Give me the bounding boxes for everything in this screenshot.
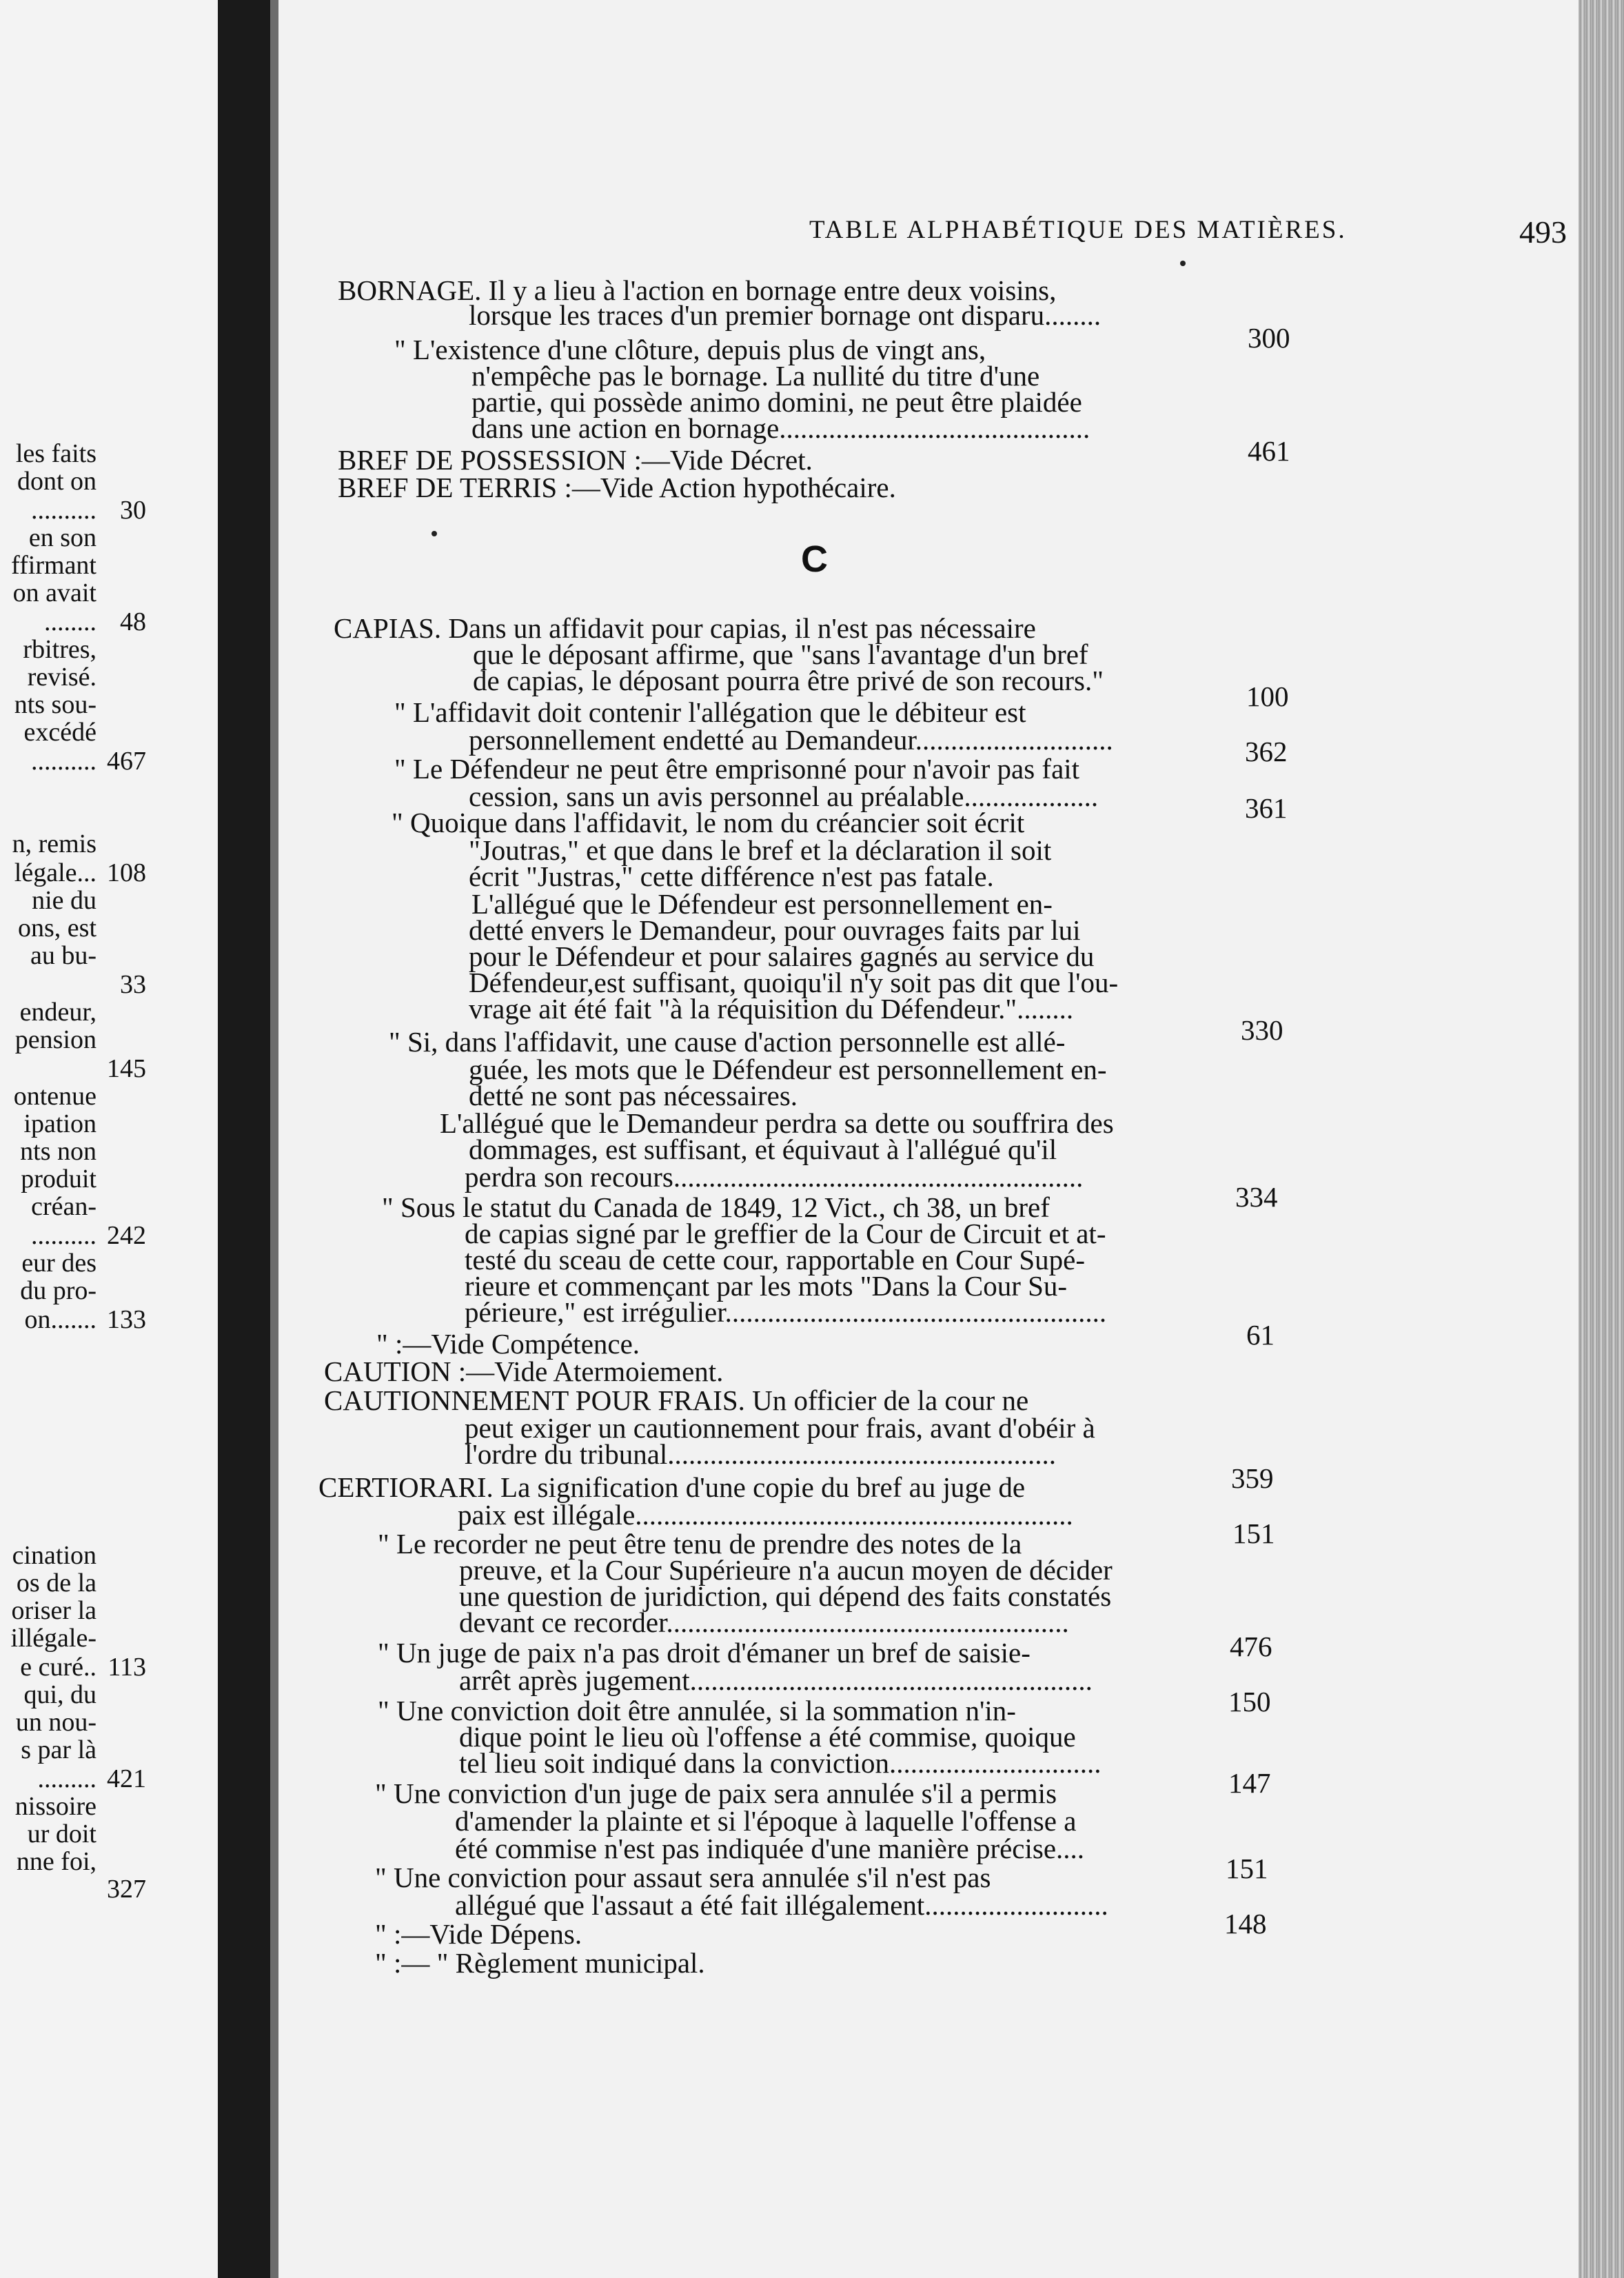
entry-line: detté ne sont pas nécessaires. — [469, 1080, 798, 1111]
ink-speck — [1180, 261, 1186, 266]
entry-line: dommages, est suffisant, et équivaut à l'allégué qu'il — [469, 1133, 1057, 1165]
entry-line: dique point le lieu où l'offense a été commise, quoique — [459, 1721, 1076, 1753]
entry-line: testé du sceau de cette cour, rapportable en Cour Supé- — [465, 1244, 1085, 1276]
page-ref: 147 — [1228, 1767, 1271, 1799]
entry-line: " :— " Règlement municipal. — [375, 1947, 705, 1979]
entry-line: écrit "Justras," cette différence n'est pas fatale. — [469, 860, 994, 892]
page-number: 493 — [1519, 214, 1567, 250]
book-spine-gutter — [218, 0, 276, 2278]
entry-line: de capias signé par le greffier de la Cour de Circuit et at- — [465, 1218, 1106, 1249]
entry-line: dans une action en bornage............................................ — [471, 412, 1090, 444]
entry-line: partie, qui possède animo domini, ne peut être plaidée — [471, 386, 1082, 418]
entry-line: n'empêche pas le bornage. La nullité du titre d'une — [471, 360, 1040, 392]
entry-line: d'amender la plainte et si l'époque à laquelle l'offense a — [455, 1805, 1077, 1837]
entry-line: CAUTIONNEMENT POUR FRAIS. Un officier de la cour ne — [324, 1384, 1029, 1416]
page-ref: 61 — [1246, 1319, 1275, 1351]
entry-line: paix est illégale.............................................................. — [458, 1499, 1073, 1531]
page-ref: 151 — [1232, 1518, 1275, 1549]
page-ref: 361 — [1245, 792, 1288, 824]
right-page — [278, 0, 1588, 2278]
entry-line: preuve, et la Cour Supérieure n'a aucun moyen de décider — [459, 1554, 1113, 1586]
entry-line: été commise n'est pas indiquée d'une manière précise.... — [455, 1833, 1085, 1864]
page-edge-stack — [1579, 0, 1624, 2278]
entry-line: " Quoique dans l'affidavit, le nom du créancier soit écrit — [392, 807, 1025, 838]
entry-line: rieure et commençant par les mots "Dans la Cour Su- — [465, 1270, 1068, 1302]
page-ref: 330 — [1241, 1014, 1283, 1046]
entry-line: de capias, le déposant pourra être privé de son recours." — [473, 665, 1104, 696]
entry-line: vrage ait été fait "à la réquisition du Défendeur."........ — [469, 993, 1074, 1025]
entry-line: " Le Défendeur ne peut être emprisonné pour n'avoir pas fait — [394, 753, 1080, 785]
entry-line: " Le recorder ne peut être tenu de prendre des notes de la — [378, 1528, 1022, 1560]
entry-line: detté envers le Demandeur, pour ouvrages faits par lui — [469, 914, 1081, 946]
entry-line: peut exiger un cautionnement pour frais, avant d'obéir à — [465, 1412, 1095, 1444]
page-ref: 100 — [1246, 681, 1289, 712]
entry-line: l'ordre du tribunal....................................................... — [465, 1438, 1057, 1470]
entry-line: devant ce recorder......................................................... — [459, 1606, 1069, 1638]
entry-line: " Si, dans l'affidavit, une cause d'action personnelle est allé- — [389, 1026, 1066, 1058]
left-facing-page: les faits dont on .......... 30 en son ffirmant on avait ........ 48 rbitres, revisé. nts sou- excédé .......... 467 n, remis légale... 108 nie du ons, est au bu- 33 endeur, pension 145 ontenue ipation nts non produit créan- .......... 242 eur des du pro- on....... 133 cination os de la oriser la illégale- e curé.. 113 qui, du un nou- s par là ......... 421 nissoire ur doit nne foi, 327 — [0, 0, 218, 2278]
entry-line: personnellement endetté au Demandeur............................ — [469, 724, 1113, 756]
page-ref: 151 — [1226, 1853, 1268, 1884]
page-ref: 148 — [1224, 1908, 1267, 1939]
entry-line: " Une conviction pour assaut sera annulée s'il n'est pas — [375, 1862, 991, 1893]
entry-line: L'allégué que le Défendeur est personnellement en- — [471, 888, 1053, 920]
entry-line: BORNAGE. Il y a lieu à l'action en bornage entre deux voisins, — [338, 274, 1057, 306]
entry-line: périeure," est irrégulier...................................................... — [465, 1296, 1107, 1328]
entry-line: Défendeur,est suffisant, quoiqu'il n'y soit pas dit que l'ou- — [469, 967, 1119, 998]
entry-line: que le déposant affirme, que "sans l'avantage d'un bref — [473, 638, 1088, 670]
entry-line: L'allégué que le Demandeur perdra sa dette ou souffrira des — [440, 1107, 1114, 1139]
page-ref: 461 — [1248, 435, 1290, 467]
entry-line: " :—Vide Dépens. — [375, 1918, 582, 1950]
entry-line: CAPIAS. Dans un affidavit pour capias, il n'est pas nécessaire — [334, 612, 1036, 644]
page-ref: 476 — [1230, 1631, 1272, 1662]
page-ref: 359 — [1231, 1462, 1274, 1494]
entry-line: CERTIORARI. La signification d'une copie du bref au juge de — [318, 1471, 1026, 1503]
entry-line: "Joutras," et que dans le bref et la déclaration il soit — [469, 834, 1052, 866]
entry-line: BREF DE TERRIS :—Vide Action hypothécaire. — [338, 472, 896, 503]
entry-line: cession, sans un avis personnel au préalable................... — [469, 780, 1099, 812]
entry-line: arrêt après jugement......................................................... — [459, 1664, 1093, 1696]
entry-line: " :—Vide Compétence. — [376, 1328, 640, 1360]
page-ref: 334 — [1235, 1181, 1278, 1213]
running-head: TABLE ALPHABÉTIQUE DES MATIÈRES. — [809, 216, 1347, 244]
entry-line: tel lieu soit indiqué dans la conviction.............................. — [459, 1747, 1102, 1779]
page-ref: 300 — [1248, 322, 1290, 354]
entry-line: " L'affidavit doit contenir l'allégation que le débiteur est — [394, 696, 1026, 728]
entry-line: " Sous le statut du Canada de 1849, 12 Vict., ch 38, un bref — [382, 1191, 1050, 1223]
entry-line: CAUTION :—Vide Atermoiement. — [324, 1355, 724, 1387]
entry-line: pour le Défendeur et pour salaires gagnés au service du — [469, 940, 1095, 972]
section-letter: C — [801, 538, 828, 580]
entry-line: une question de juridiction, qui dépend des faits constatés — [459, 1580, 1112, 1612]
page-ref: 362 — [1245, 736, 1288, 767]
entry-line: " L'existence d'une clôture, depuis plus de vingt ans, — [394, 334, 986, 365]
entry-line: " Un juge de paix n'a pas droit d'émaner un bref de saisie- — [378, 1637, 1031, 1669]
entry-line: guée, les mots que le Défendeur est personnellement en- — [469, 1054, 1107, 1085]
entry-line: perdra son recours.......................................................... — [465, 1161, 1084, 1193]
ink-speck — [432, 531, 437, 536]
entry-line: BREF DE POSSESSION :—Vide Décret. — [338, 444, 813, 476]
entry-line: " Une conviction d'un juge de paix sera annulée s'il a permis — [375, 1777, 1057, 1809]
entry-line: allégué que l'assaut a été fait illégalement.......................... — [455, 1889, 1108, 1921]
page-ref: 150 — [1228, 1686, 1271, 1717]
entry-line: " Une conviction doit être annulée, si la sommation n'in- — [378, 1695, 1016, 1726]
entry-line: lorsque les traces d'un premier bornage ont disparu........ — [469, 299, 1102, 331]
